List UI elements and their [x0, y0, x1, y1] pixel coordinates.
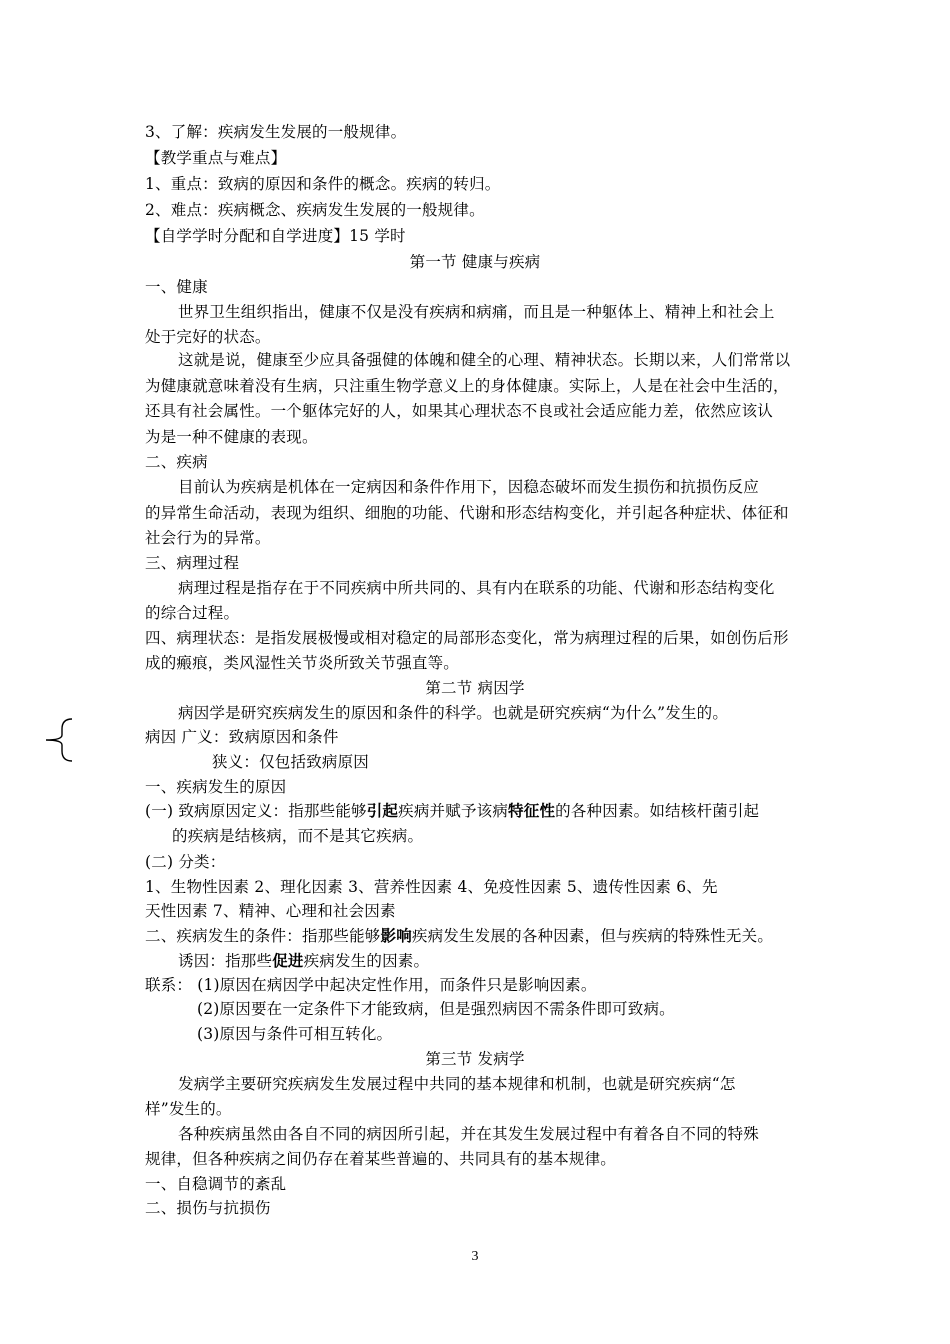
subheading: 一、疾病发生的原因	[145, 778, 287, 796]
paragraph-line: 规律，但各种疾病之间仍存在着某些普遍的、共同具有的基本规律。	[145, 1150, 617, 1168]
bold-term: 促进	[272, 951, 304, 970]
bold-term: 影响	[380, 926, 412, 945]
text-run: 二、疾病发生的条件：指那些能够	[145, 927, 381, 945]
paragraph-line: 为是一种不健康的表现。	[145, 428, 318, 446]
page-number: 3	[471, 1249, 479, 1264]
chapter-section-title: 第一节 健康与疾病	[409, 253, 541, 271]
text-run: 疾病发生发展的各种因素，但与疾病的特殊性无关。	[411, 927, 774, 945]
paragraph-line: 社会行为的异常。	[145, 529, 271, 547]
paragraph-line: 这就是说，健康至少应具备强健的体魄和健全的心理、精神状态。长期以来，人们常常以	[178, 351, 791, 369]
text-run: (一) 致病原因定义：指那些能够	[145, 802, 367, 820]
paragraph-line: (3)原因与条件可相互转化。	[197, 1025, 393, 1043]
paragraph-line: 世界卫生组织指出，健康不仅是没有疾病和病痛，而且是一种躯体上、精神上和社会上	[178, 303, 775, 321]
paragraph-line: 发病学主要研究疾病发生发展过程中共同的基本规律和机制，也就是研究疾病“怎	[178, 1075, 736, 1093]
bold-term: 特征性	[508, 801, 556, 820]
text-run: 疾病发生的因素。	[303, 952, 430, 970]
section-heading: 【自学学时分配和自学进度】15 学时	[145, 227, 406, 245]
section-heading: 【教学重点与难点】	[145, 149, 287, 167]
text-line: 1、重点：致病的原因和条件的概念。疾病的转归。	[145, 175, 501, 193]
paragraph-line: 病理过程是指存在于不同疾病中所共同的、具有内在联系的功能、代谢和形态结构变化	[178, 579, 775, 597]
paragraph-line: 的疾病是结核病，而不是其它疾病。	[172, 827, 424, 845]
paragraph-line	[145, 926, 773, 946]
text-line: 2、难点：疾病概念、疾病发生发展的一般规律。	[145, 201, 485, 219]
paragraph-line: 目前认为疾病是机体在一定病因和条件作用下，因稳态破坏而发生损伤和抗损伤反应	[178, 478, 759, 496]
paragraph-line: 四、病理状态：是指发展极慢或相对稳定的局部形态变化，常为病理过程的后果，如创伤后形	[145, 629, 789, 647]
paragraph-line: (二) 分类：	[145, 853, 226, 871]
chapter-section-title: 第二节 病因学	[425, 679, 525, 697]
subheading: 二、疾病	[145, 453, 208, 471]
chapter-section-title: 第三节 发病学	[425, 1050, 525, 1068]
text-run: 诱因：指那些	[178, 952, 273, 970]
paragraph-line: 病因学是研究疾病发生的原因和条件的科学。也就是研究疾病“为什么”发生的。	[178, 704, 729, 722]
text-run: 疾病并赋予该病	[398, 802, 509, 820]
paragraph-line: (2)原因要在一定条件下才能致病，但是强烈病因不需条件即可致病。	[197, 1000, 675, 1018]
subheading: 二、损伤与抗损伤	[145, 1199, 271, 1217]
curly-brace-icon	[38, 717, 78, 763]
subheading: 一、健康	[145, 278, 208, 296]
paragraph-line: 的综合过程。	[145, 604, 240, 622]
paragraph-line: 1、生物性因素 2、理化因素 3、营养性因素 4、免疫性因素 5、遗传性因素 6、先	[145, 878, 718, 896]
subheading: 三、病理过程	[145, 554, 240, 572]
paragraph-line: 处于完好的状态。	[145, 328, 271, 346]
text-run: 的各种因素。如结核杆菌引起	[555, 802, 760, 820]
paragraph-line: 联系： (1)原因在病因学中起决定性作用，而条件只是影响因素。	[145, 976, 597, 994]
paragraph-line: 为健康就意味着没有生病，只注重生物学意义上的身体健康。实际上，人是在社会中生活的，	[145, 377, 789, 395]
paragraph-line: 样”发生的。	[145, 1100, 232, 1118]
text-line: 3、了解：疾病发生发展的一般规律。	[145, 123, 407, 141]
paragraph-line	[178, 951, 429, 971]
paragraph-line: 天性因素 7、精神、心理和社会因素	[145, 902, 396, 920]
paragraph-line: 还具有社会属性。一个躯体完好的人，如果其心理状态不良或社会适应能力差，依然应该认	[145, 402, 774, 420]
paragraph-line: 狭义：仅包括致病原因	[212, 753, 370, 771]
paragraph-line	[145, 801, 759, 821]
bold-term: 引起	[366, 801, 399, 820]
subheading: 一、自稳调节的紊乱	[145, 1175, 287, 1193]
paragraph-line: 的异常生命活动，表现为组织、细胞的功能、代谢和形态结构变化，并引起各种症状、体征和	[145, 504, 789, 522]
paragraph-line: 成的瘢痕，类风湿性关节炎所致关节强直等。	[145, 654, 460, 672]
paragraph-line: 各种疾病虽然由各自不同的病因所引起，并在其发生发展过程中有着各自不同的特殊	[178, 1125, 759, 1143]
paragraph-line: 病因 广义：致病原因和条件	[145, 728, 339, 746]
